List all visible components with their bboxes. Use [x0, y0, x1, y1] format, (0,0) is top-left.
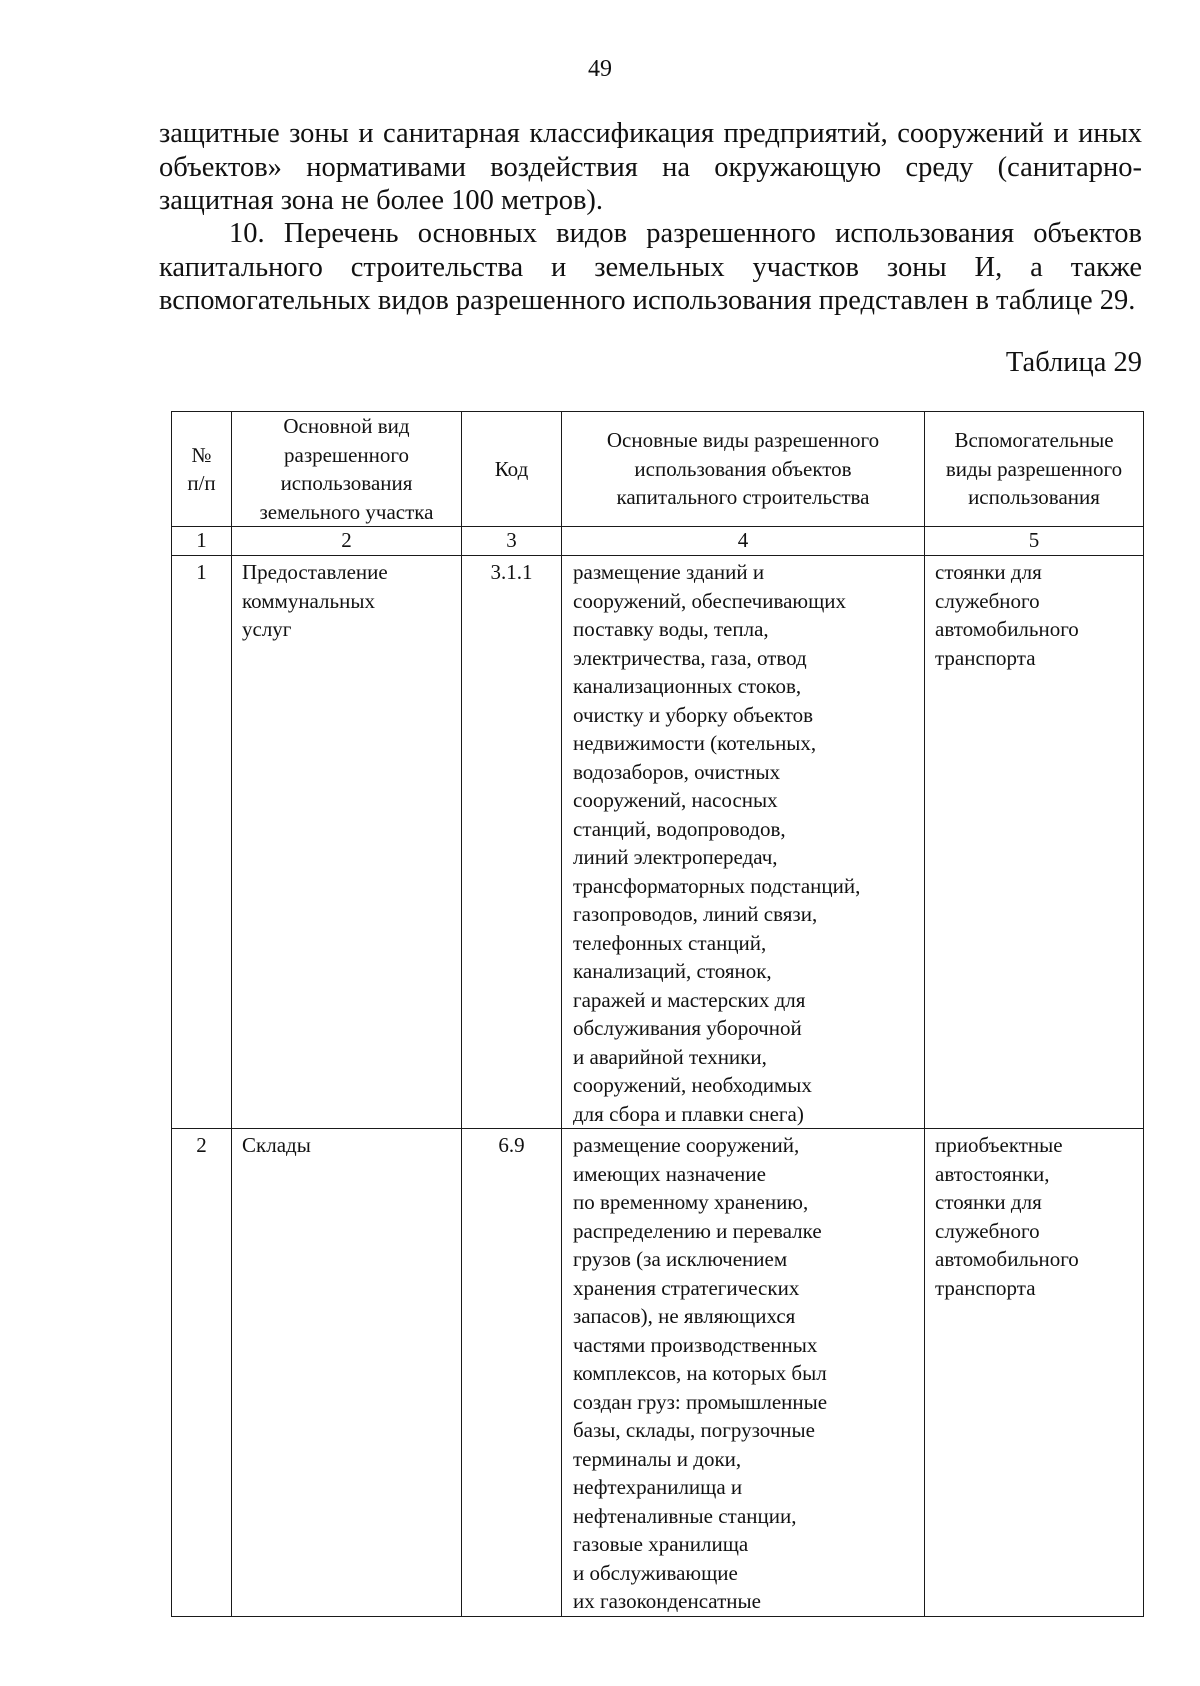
column-number: 5: [925, 527, 1144, 556]
row-number: 2: [172, 1129, 232, 1617]
header-main-land-use: Основной вид разрешенного использования земельного участка: [232, 412, 462, 527]
land-use-table: [171, 411, 1144, 1617]
table-header-row: [172, 412, 1144, 527]
land-use-name: Предоставление коммунальных услуг: [232, 556, 462, 1129]
paragraph-text: 10. Перечень основных видов разрешенного использования объектов капитального строительства и земельных участков зоны И, а также вспомогательных видов разрешенного использования представлен в таблице 29.: [159, 218, 1142, 316]
column-number: 4: [562, 527, 925, 556]
paragraph-table-intro: [159, 217, 1142, 318]
table-row: [172, 1129, 1144, 1617]
column-number: 3: [462, 527, 562, 556]
row-number: 1: [172, 556, 232, 1129]
header-auxiliary-uses: Вспомогательные виды разрешенного использования: [925, 412, 1144, 527]
land-use-code: 6.9: [462, 1129, 562, 1617]
table-row: [172, 556, 1144, 1129]
land-use-name: Склады: [232, 1129, 462, 1617]
table-caption: Таблица 29: [1005, 347, 1142, 378]
column-number-row: [172, 527, 1144, 556]
main-construction-uses: размещение сооружений, имеющих назначение по временному хранению, распределению и перевалке грузов (за исключением хранения стратегических запасов), не являющихся частями производственных комплексов, на которых был создан груз: промышленные базы, склады, погрузочные терминалы и доки, нефтехранилища и нефтеналивные станции, газовые хранилища и обслуживающие их газоконденсатные: [562, 1129, 925, 1617]
land-use-code: 3.1.1: [462, 556, 562, 1129]
column-number: 2: [232, 527, 462, 556]
paragraph-text: защитные зоны и санитарная классификация предприятий, сооружений и иных объектов» нормативами воздействия на окружающую среду (санитарно-защитная зона не более 100 метров).: [159, 118, 1142, 216]
paragraph-continuation: [159, 117, 1142, 218]
page-number: 49: [588, 56, 612, 82]
auxiliary-uses: приобъектные автостоянки, стоянки для служебного автомобильного транспорта: [925, 1129, 1144, 1617]
auxiliary-uses: стоянки для служебного автомобильного транспорта: [925, 556, 1144, 1129]
main-construction-uses: размещение зданий и сооружений, обеспечивающих поставку воды, тепла, электричества, газа, отвод канализационных стоков, очистку и уборку объектов недвижимости (котельных, водозаборов, очистных сооружений, насосных станций, водопроводов, линий электропередач, трансформаторных подстанций, газопроводов, линий связи, телефонных станций, канализаций, стоянок, гаражей и мастерских для обслуживания уборочной и аварийной техники, сооружений, необходимых для сбора и плавки снега): [562, 556, 925, 1129]
header-main-construction-uses: Основные виды разрешенного использования объектов капитального строительства: [562, 412, 925, 527]
header-code: Код: [462, 412, 562, 527]
header-number: № п/п: [172, 412, 232, 527]
column-number: 1: [172, 527, 232, 556]
